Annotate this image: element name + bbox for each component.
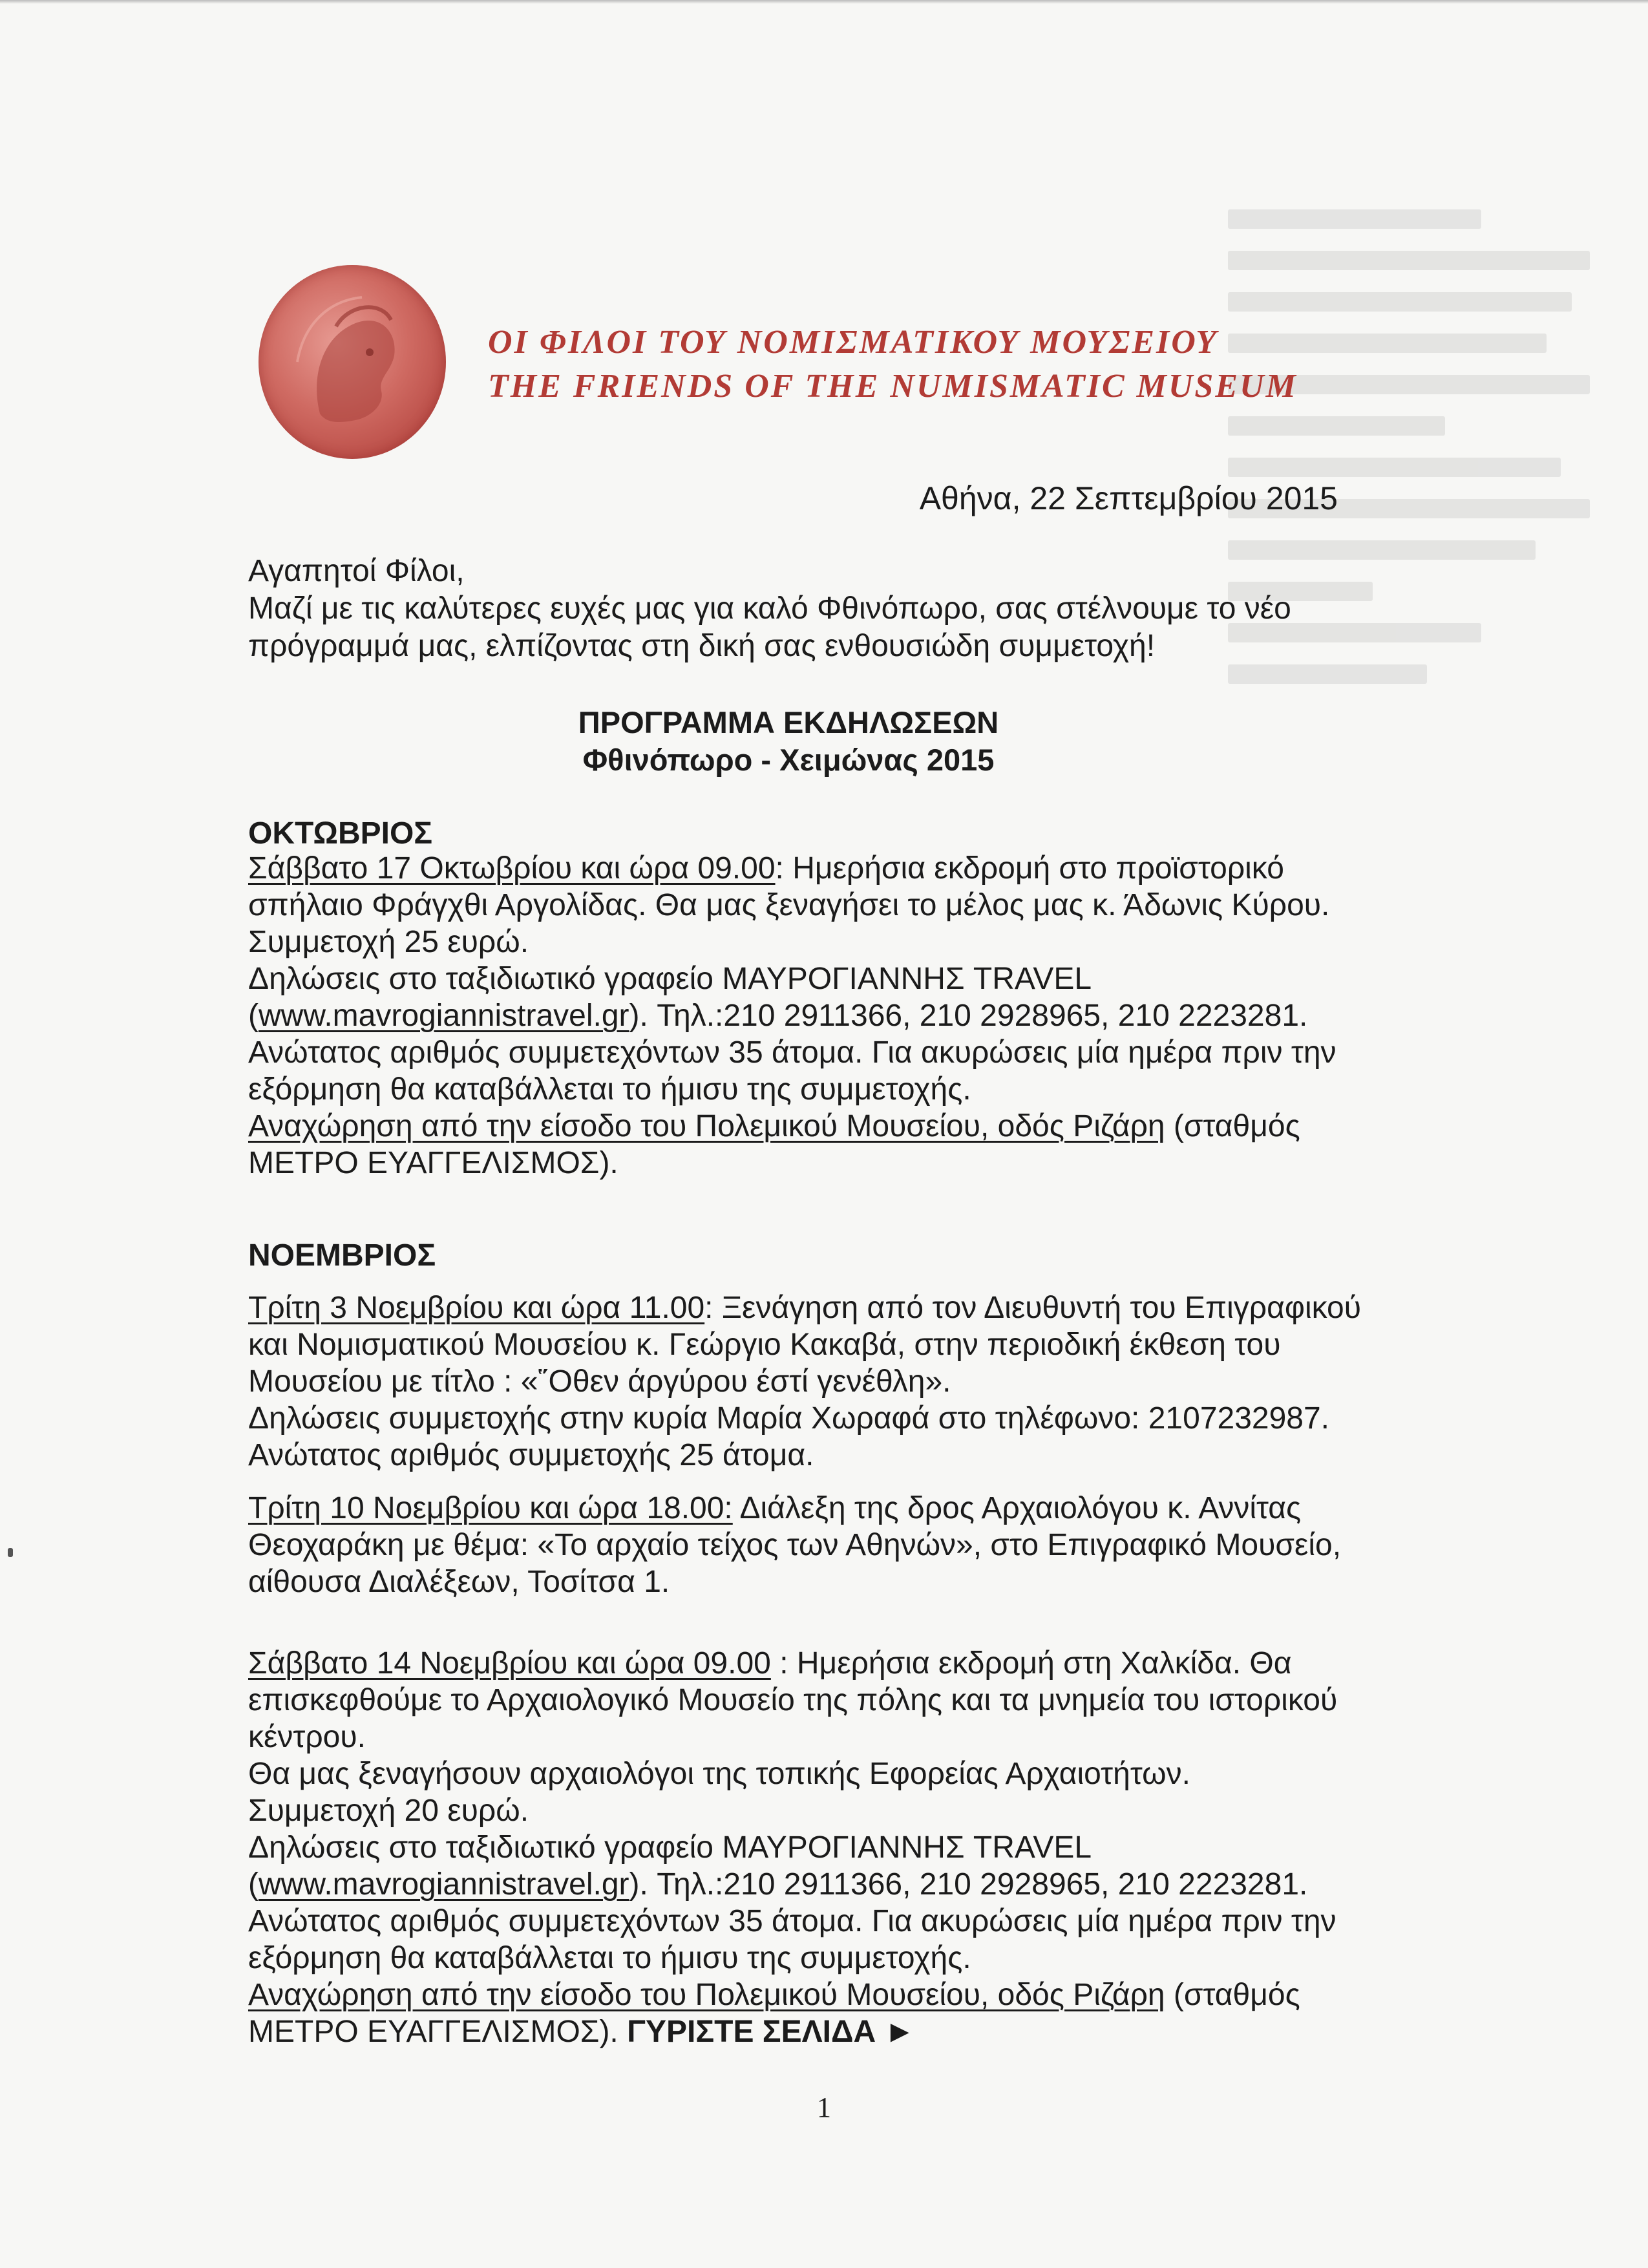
page-number: 1 xyxy=(817,2092,831,2123)
travel-agency-link[interactable]: www.mavrogiannistravel.gr xyxy=(258,1867,629,1902)
event-november-14 xyxy=(248,1645,1386,2050)
event-november-10 xyxy=(248,1490,1386,1600)
event-text-3: (σταθμός ΜΕΤΡΟ ΕΥΑΓΓΕΛΙΣΜΟΣ). xyxy=(248,1109,1300,1180)
turn-page-note: ΓΥΡΙΣΤΕ ΣΕΛΙΔΑ ► xyxy=(627,2015,915,2049)
event-when: Τρίτη 10 Νοεμβρίου και ώρα 18.00: xyxy=(248,1491,733,1525)
month-heading-october: ΟΚΤΩΒΡΙΟΣ xyxy=(248,816,433,851)
event-november-3 xyxy=(248,1289,1386,1474)
intro-body: Μαζί με τις καλύτερες ευχές μας για καλό Φθινόπωρο, σας στέλνουμε το νέο πρόγραμμά μας, ελπίζοντας στη δική σας ενθουσιώδη συμμετοχή! xyxy=(248,591,1291,663)
event-text: : Ξενάγηση από τον Διευθυντή του Επιγραφικού και Νομισματικού Μουσείου κ. Γεώργιο Κακαβά, στην περιοδική έκθεση του Μουσείου με τίτλο : «῞Οθεν άργύρου έστί γενέθλη». Δηλώσεις συμμετοχής στην κυρία Μαρία Χωραφά στο τηλέφωνο: 2107232987. Ανώτατος αριθμός συμμετοχής 25 άτομα. xyxy=(248,1291,1361,1472)
travel-agency-link[interactable]: www.mavrogiannistravel.gr xyxy=(258,999,629,1033)
coin-emblem-logo xyxy=(259,265,446,459)
event-when: Σάββατο 14 Νοεμβρίου και ώρα 09.00 xyxy=(248,1646,771,1680)
intro xyxy=(248,553,1411,665)
event-when: Σάββατο 17 Οκτωβρίου και ώρα 09.00 xyxy=(248,851,776,885)
letter-date: Αθήνα, 22 Σεπτεμβρίου 2015 xyxy=(919,480,1338,516)
program-subtitle: Φθινόπωρο - Χειμώνας 2015 xyxy=(582,743,995,777)
letterhead-name-english: THE FRIENDS OF THE NUMISMATIC MUSEUM xyxy=(488,368,1298,405)
event-text-3: (σταθμός ΜΕΤΡΟ ΕΥΑΓΓΕΛΙΣΜΟΣ). xyxy=(248,1978,1300,2049)
program-title: ΠΡΟΓΡΑΜΜΑ ΕΚΔΗΛΩΣΕΩΝ xyxy=(578,705,999,739)
event-text: Διάλεξη της δρος Αρχαιολόγου κ. Αννίτας Θεοχαράκη με θέμα: «Το αρχαίο τείχος των Αθηνών», στο Επιγραφικό Μουσείο, αίθουσα Διαλέξεων, Τοσίτσα 1. xyxy=(248,1491,1342,1599)
greeting: Αγαπητοί Φίλοι, xyxy=(248,554,465,588)
coin-head-icon xyxy=(259,265,446,459)
event-october-17 xyxy=(248,850,1386,1182)
departure-point: Αναχώρηση από την είσοδο του Πολεμικού Μουσείου, οδός Ριζάρη xyxy=(248,1109,1165,1143)
event-text-2: ). Τηλ.:210 2911366, 210 2928965, 210 2223281. Ανώτατος αριθμός συμμετεχόντων 35 άτομα. Για ακυρώσεις μία ημέρα πριν την εξόρμηση θα καταβάλλεται το ήμισυ της συμμετοχής. xyxy=(248,999,1336,1107)
event-text: : Ημερήσια εκδρομή στο προϊστορικό σπήλαιο Φράγχθι Αργολίδας. Θα μας ξεναγήσει το μέλος μας κ. Άδωνις Κύρου. Συμμετοχή 25 ευρώ. Δηλώσεις στο ταξιδιωτικό γραφείο ΜΑΥΡΟΓΙΑΝΝΗΣ TRAVEL ( xyxy=(248,851,1330,1033)
scan-speck xyxy=(8,1548,13,1557)
scan-edge xyxy=(0,0,1648,4)
event-text-2: ). Τηλ.:210 2911366, 210 2928965, 210 2223281. Ανώτατος αριθμός συμμετεχόντων 35 άτομα. Για ακυρώσεις μία ημέρα πριν την εξόρμηση θα καταβάλλεται το ήμισυ της συμμετοχής. xyxy=(248,1867,1336,1975)
month-heading-november: ΝΟΕΜΒΡΙΟΣ xyxy=(248,1238,436,1273)
letterhead-name-greek: ΟΙ ΦΙΛΟΙ ΤΟΥ ΝΟΜΙΣΜΑΤΙΚΟΥ ΜΟΥΣΕΙΟΥ xyxy=(488,324,1218,361)
departure-point: Αναχώρηση από την είσοδο του Πολεμικού Μουσείου, οδός Ριζάρη xyxy=(248,1978,1165,2012)
event-text: : Ημερήσια εκδρομή στη Χαλκίδα. Θα επισκεφθούμε το Αρχαιολογικό Μουσείο της πόλης και τα μνημεία του ιστορικού κέντρου. Θα μας ξεναγήσουν αρχαιολόγοι της τοπικής Εφορείας Αρχαιοτήτων. Συμμετοχή 20 ευρώ. Δηλώσεις στο ταξιδιωτικό γραφείο ΜΑΥΡΟΓΙΑΝΝΗΣ TRAVEL ( xyxy=(248,1646,1338,1902)
event-when: Τρίτη 3 Νοεμβρίου και ώρα 11.00 xyxy=(248,1291,705,1325)
